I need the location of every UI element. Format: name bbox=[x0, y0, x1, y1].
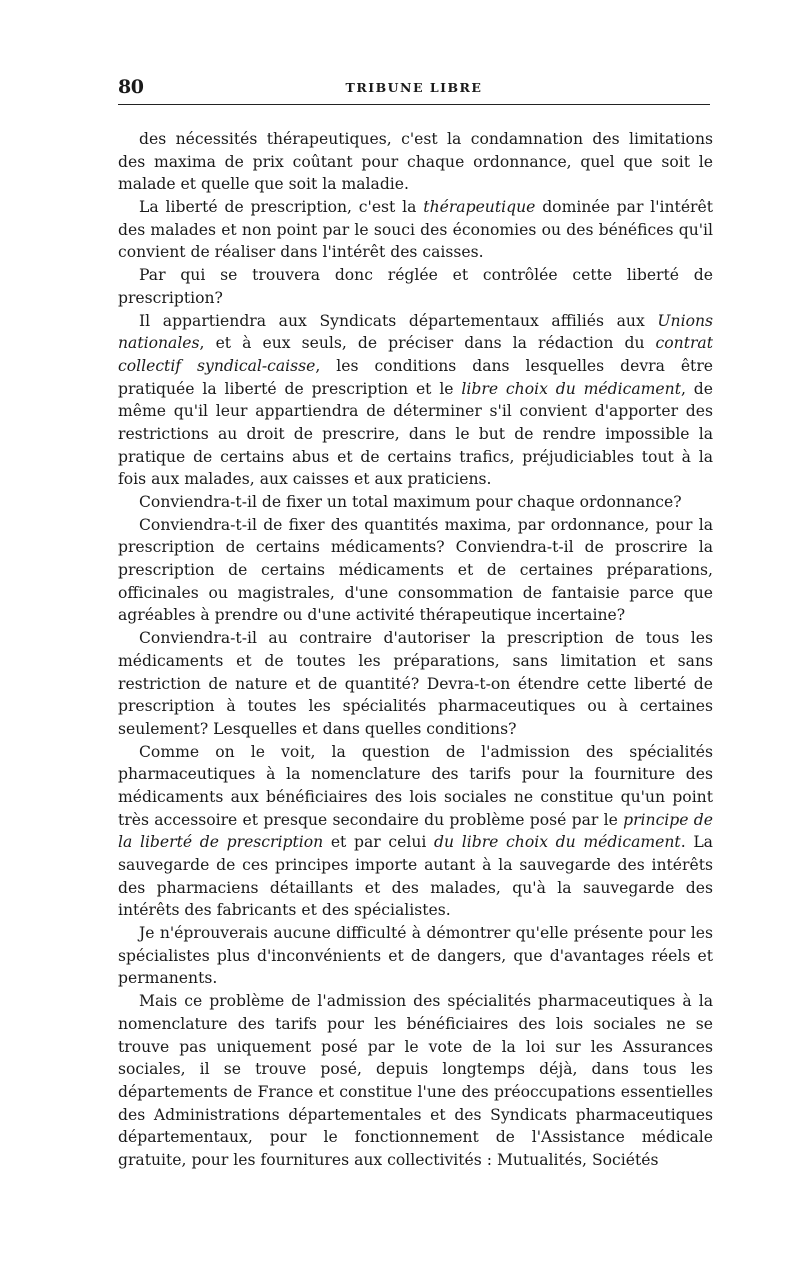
text-run: dominée par l'intérêt des malades et non point par le souci des économies ou des bénéfices qu'il convient de réaliser dans l'intérêt des caisses. bbox=[118, 198, 713, 262]
text-run: , de même qu'il leur appartiendra de déterminer s'il convient d'apporter des restrictions au droit de prescrire, dans le but de rendre impossible la pratique de certains abus et de certains trafics, préjudiciables tout à la fois aux malades, aux caisses et aux praticiens. bbox=[118, 379, 714, 489]
paragraph bbox=[118, 264, 713, 309]
text-run: Il appartiendra aux Syndicats départementaux affiliés aux bbox=[139, 311, 658, 330]
text-run: des nécessités thérapeutiques, c'est la condamnation des limitations des maxima de prix coûtant pour chaque ordonnance, quel que soit le malade et quelle que soit la maladie. bbox=[118, 130, 713, 194]
text-run: et par celui bbox=[323, 833, 435, 852]
paragraph bbox=[118, 491, 713, 514]
page-header bbox=[118, 74, 710, 105]
paragraph bbox=[118, 741, 713, 923]
text-run: , et à eux seuls, de préciser dans la rédaction du bbox=[199, 334, 656, 353]
body-text bbox=[118, 128, 713, 1172]
text-run: Par qui se trouvera donc réglée et contrôlée cette liberté de prescription? bbox=[118, 266, 713, 307]
italic-text: thérapeutique bbox=[423, 198, 536, 217]
text-run: La liberté de prescription, c'est la bbox=[139, 198, 424, 217]
page-number: 80 bbox=[118, 76, 144, 98]
italic-text: Unions nationales bbox=[118, 311, 713, 353]
text-run: Comme on le voit, la question de l'admission des spécialités pharmaceutiques à la nomenclature des tarifs pour la fourniture des médicaments aux bénéficiaires des lois sociales ne constitue qu'un point très accessoire et presque secondaire du problème posé par le bbox=[118, 742, 713, 829]
text-run: Mais ce problème de l'admission des spécialités pharmaceutiques à la nomenclature des tarifs pour les bénéficiaires des lois sociales ne se trouve pas uniquement posé par le vote de la loi sur les Assurances sociales, il se trouve posé, depuis longtemps déjà, dans tous les départements de France et constitue l'une des préoccupations essentielles des Administrations départementales et des Syndicats pharmaceutiques départementaux, pour le fonctionnement de l'Assistance médicale gratuite, pour les fournitures aux collectivités : Mutualités, Sociétés bbox=[118, 992, 713, 1169]
italic-text: contrat collectif syndical-caisse bbox=[118, 334, 713, 375]
paragraph bbox=[118, 514, 713, 627]
italic-text: du libre choix du médicament bbox=[434, 833, 681, 852]
text-run: . La sauvegarde de ces principes importe autant à la sauvegarde des intérêts des pharmaciens détaillants et des malades, qu'à la sauvegarde des intérêts des fabricants et des spécialistes. bbox=[118, 833, 713, 920]
text-run: Conviendra-t-il au contraire d'autoriser la prescription de tous les médicaments et de toutes les préparations, sans limitation et sans restriction de nature et de quantité? Devra-t-on étendre cette liberté de prescription à toutes les spécialités pharmaceutiques ou à certaines seulement? Lesquelles et dans quelles conditions? bbox=[118, 629, 713, 738]
paragraph bbox=[118, 196, 713, 264]
paragraph bbox=[118, 310, 713, 492]
paragraph bbox=[118, 922, 713, 990]
italic-text: principe de la liberté de prescription bbox=[118, 810, 713, 852]
paragraph bbox=[118, 128, 713, 196]
paragraph bbox=[118, 990, 713, 1172]
text-run: Conviendra-t-il de fixer des quantités maxima, par ordonnance, pour la prescription de certains médicaments? Conviendra-t-il de proscrire la prescription de certains médicaments et de certaines préparations, officinales ou magistrales, d'une consommation de fantaisie parce que agréables à prendre ou d'une activité thérapeutique incertaine? bbox=[118, 515, 713, 625]
italic-text: libre choix du médicament bbox=[461, 379, 681, 398]
paragraph bbox=[118, 627, 713, 740]
text-run: Je n'éprouverais aucune difficulté à démontrer qu'elle présente pour les spécialistes plus d'inconvénients et de dangers, que d'avantages réels et permanents. bbox=[118, 924, 713, 988]
running-title: TRIBUNE LIBRE bbox=[345, 80, 483, 95]
text-run: , les conditions dans lesquelles devra être pratiquée la liberté de prescription et le bbox=[118, 356, 713, 398]
text-run: Conviendra-t-il de fixer un total maximum pour chaque ordonnance? bbox=[139, 493, 682, 511]
